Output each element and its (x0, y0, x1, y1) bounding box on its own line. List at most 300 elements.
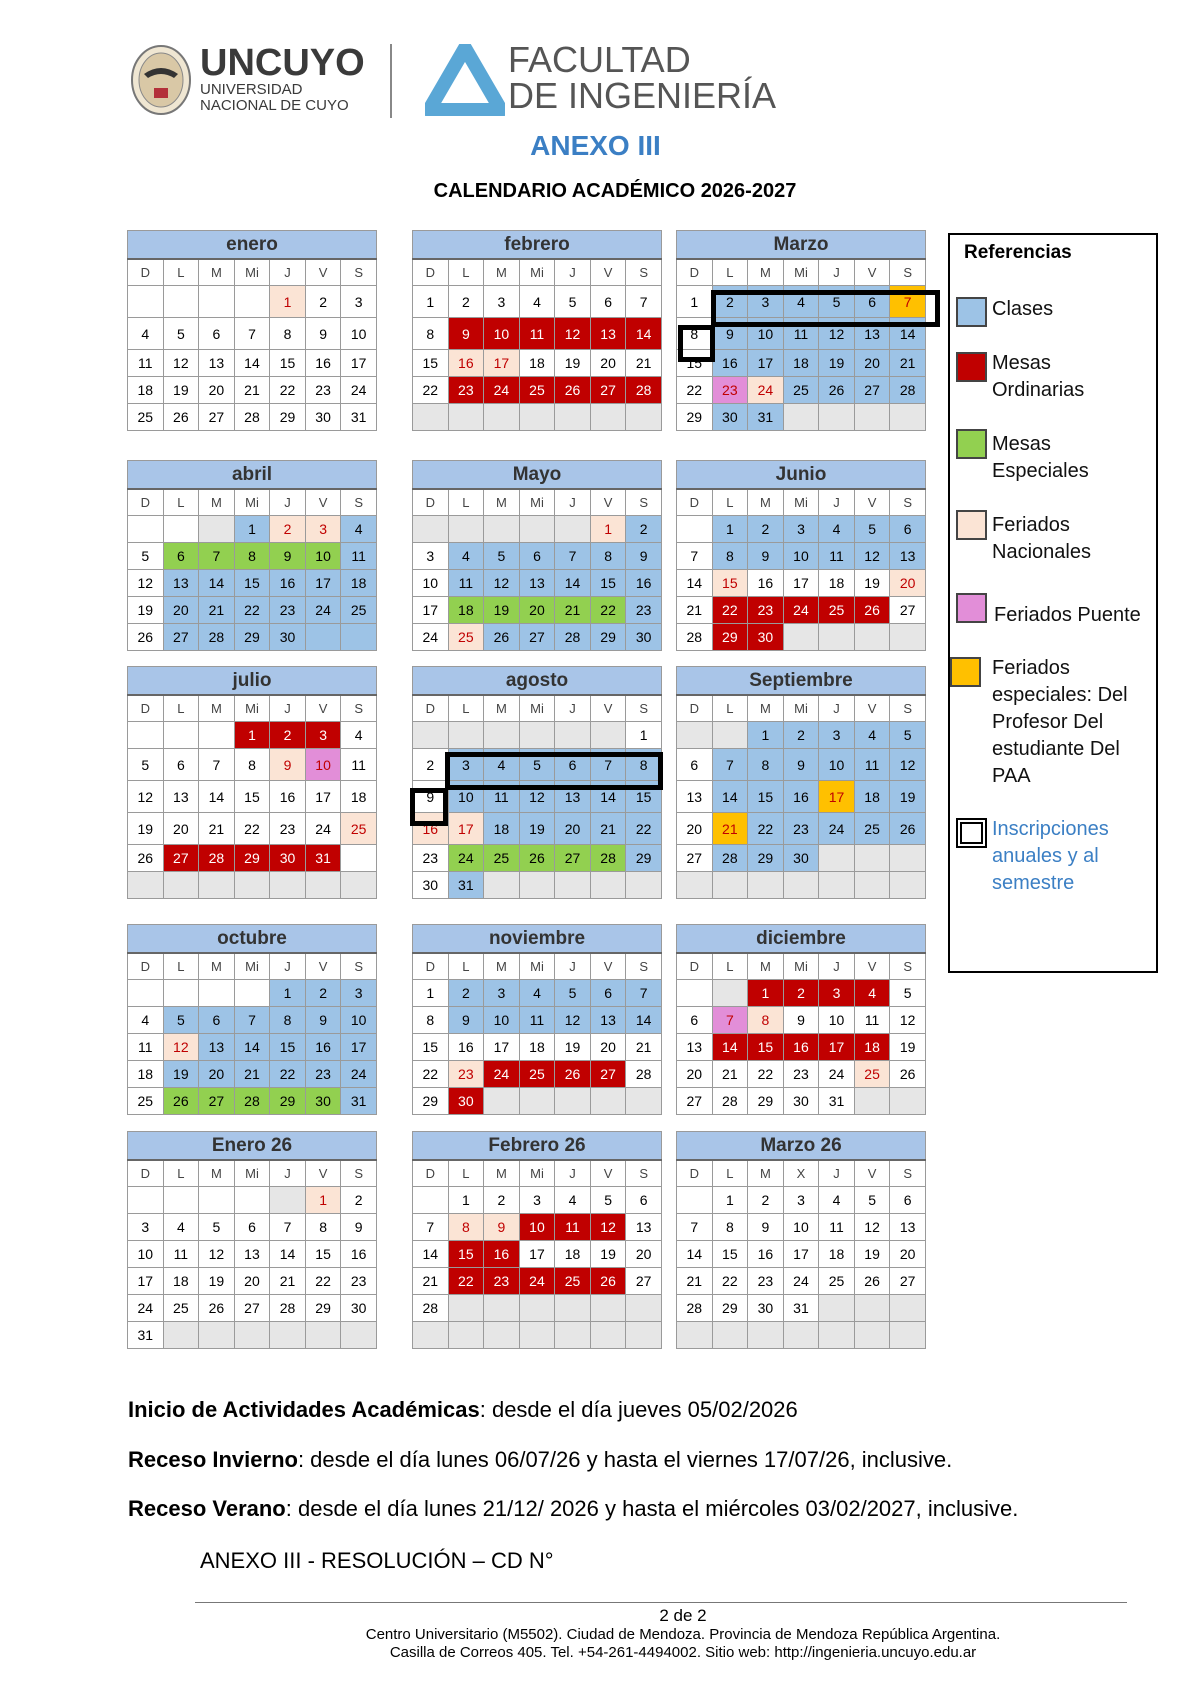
calendar-day: 11 (341, 749, 377, 781)
calendar-day: 18 (163, 1268, 199, 1295)
calendar-day: 16 (748, 570, 784, 597)
calendar-day: 21 (234, 377, 270, 404)
calendar-day (677, 872, 713, 899)
calendar-day (626, 1322, 662, 1349)
weekday-header: S (626, 695, 662, 722)
legend-label-feriados-nacionales: Feriados Nacionales (992, 514, 1091, 563)
weekday-header: M (484, 1160, 520, 1187)
calendar-day (890, 1322, 926, 1349)
calendar-day: 19 (590, 1241, 626, 1268)
calendar-day (854, 1088, 890, 1115)
weekday-header: D (677, 489, 713, 516)
weekday-header: J (555, 259, 591, 286)
uncuyo-line2: NACIONAL DE CUYO (200, 97, 349, 114)
calendar-day (163, 516, 199, 543)
calendar-day (413, 722, 449, 749)
calendar-day: 23 (413, 845, 449, 872)
month-title: febrero (413, 231, 662, 260)
note-receso-invierno (128, 1447, 952, 1473)
calendar-day: 26 (484, 624, 520, 651)
calendar-day: 14 (890, 318, 926, 350)
calendar-day: 25 (819, 1268, 855, 1295)
calendar-day: 1 (712, 1187, 748, 1214)
calendar-day: 24 (519, 1268, 555, 1295)
calendar-day: 19 (854, 1241, 890, 1268)
weekday-header: L (163, 489, 199, 516)
weekday-header: Mi (234, 489, 270, 516)
month-title: Marzo (677, 231, 926, 260)
calendar-day: 20 (677, 813, 713, 845)
calendar-day: 28 (234, 404, 270, 431)
calendar-day: 2 (448, 286, 484, 318)
weekday-header: S (890, 695, 926, 722)
calendar-day (590, 1295, 626, 1322)
calendar-day: 20 (555, 813, 591, 845)
weekday-header: Mi (783, 953, 819, 980)
weekday-header: J (819, 1160, 855, 1187)
month-table (127, 666, 377, 899)
weekday-header: J (270, 489, 306, 516)
calendar-day: 2 (783, 980, 819, 1007)
weekday-header: Mi (519, 259, 555, 286)
calendar-day: 13 (163, 781, 199, 813)
weekday-header: J (555, 953, 591, 980)
calendar-day (519, 516, 555, 543)
calendar-day: 10 (341, 318, 377, 350)
calendar-day (677, 516, 713, 543)
calendar-day (163, 1187, 199, 1214)
calendar-day: 9 (748, 543, 784, 570)
calendar-day: 9 (341, 1214, 377, 1241)
month-title: octubre (128, 925, 377, 954)
legend-swatch-mesas-ordinarias (956, 352, 987, 382)
calendar-day: 11 (128, 1034, 164, 1061)
legend-swatch-feriados-nacionales (956, 510, 987, 540)
calendar-day: 1 (305, 1187, 341, 1214)
weekday-header: L (712, 695, 748, 722)
calendar-day: 28 (712, 845, 748, 872)
note-verano-text: : desde el día lunes 21/12/ 2026 y hasta el miércoles 03/02/2027, inclusive. (285, 1496, 1019, 1521)
calendar-day: 11 (484, 781, 520, 813)
calendar-day: 4 (128, 1007, 164, 1034)
weekday-header: L (448, 953, 484, 980)
calendar-day: 14 (199, 781, 235, 813)
calendar-day: 30 (783, 1088, 819, 1115)
legend-swatch-inscripciones (956, 818, 987, 848)
calendar-day: 15 (270, 1034, 306, 1061)
calendar-day: 17 (484, 350, 520, 377)
calendar-day: 13 (199, 1034, 235, 1061)
calendar-day: 25 (519, 1061, 555, 1088)
weekday-header: D (128, 489, 164, 516)
calendar-day: 11 (854, 749, 890, 781)
calendar-day (448, 722, 484, 749)
calendar-day: 14 (270, 1241, 306, 1268)
calendar-day: 15 (234, 781, 270, 813)
weekday-header: L (163, 953, 199, 980)
calendar-day: 14 (199, 570, 235, 597)
calendar-day: 5 (890, 722, 926, 749)
calendar-day: 25 (128, 1088, 164, 1115)
calendar-day: 21 (890, 350, 926, 377)
calendar-day: 20 (590, 350, 626, 377)
calendar-day: 20 (199, 1061, 235, 1088)
calendar-day (555, 1295, 591, 1322)
calendar-day: 18 (341, 781, 377, 813)
calendar-day: 7 (234, 1007, 270, 1034)
calendar-day: 7 (199, 543, 235, 570)
calendar-day: 18 (519, 1034, 555, 1061)
calendar-day: 8 (270, 1007, 306, 1034)
calendar-day: 3 (519, 1187, 555, 1214)
calendar-day: 14 (626, 318, 662, 350)
calendar-day: 23 (748, 1268, 784, 1295)
calendar-day: 15 (748, 1034, 784, 1061)
calendar-day (341, 1322, 377, 1349)
calendar-day: 24 (484, 1061, 520, 1088)
calendar-day: 23 (305, 377, 341, 404)
calendar-day: 18 (484, 813, 520, 845)
calendar-day: 18 (128, 377, 164, 404)
calendar-day: 9 (305, 1007, 341, 1034)
calendar-day: 6 (199, 1007, 235, 1034)
calendar-day: 28 (234, 1088, 270, 1115)
calendar-day: 16 (413, 813, 449, 845)
month-table (127, 924, 377, 1115)
calendar-day: 31 (305, 845, 341, 872)
calendar-day: 5 (163, 1007, 199, 1034)
weekday-header: J (819, 259, 855, 286)
calendar-day: 3 (341, 980, 377, 1007)
calendar-day: 11 (519, 318, 555, 350)
weekday-header: S (890, 259, 926, 286)
calendar-day: 30 (783, 845, 819, 872)
calendar-day (413, 1187, 449, 1214)
calendar-day: 27 (590, 1061, 626, 1088)
calendar-day: 7 (712, 1007, 748, 1034)
calendar-day: 9 (270, 749, 306, 781)
calendar-day: 14 (234, 1034, 270, 1061)
calendar-day: 29 (712, 1295, 748, 1322)
calendar-day (748, 1322, 784, 1349)
calendar-day: 21 (555, 597, 591, 624)
calendar-day: 26 (590, 1268, 626, 1295)
calendar-day: 17 (305, 781, 341, 813)
weekday-header: D (128, 953, 164, 980)
calendar-day: 15 (448, 1241, 484, 1268)
calendar-day: 21 (677, 1268, 713, 1295)
calendar-day: 29 (413, 1088, 449, 1115)
calendar-day (484, 516, 520, 543)
weekday-header: L (712, 1160, 748, 1187)
calendar-day: 31 (819, 1088, 855, 1115)
calendar-day: 23 (712, 377, 748, 404)
calendar-day: 24 (819, 1061, 855, 1088)
calendar-day: 17 (783, 1241, 819, 1268)
calendar-day: 18 (819, 570, 855, 597)
weekday-header: D (677, 259, 713, 286)
calendar-day (519, 722, 555, 749)
calendar-day: 24 (819, 813, 855, 845)
faculty-line1: FACULTAD (508, 39, 691, 80)
calendar-day: 9 (626, 543, 662, 570)
calendar-day: 28 (555, 624, 591, 651)
calendar-day: 12 (199, 1241, 235, 1268)
calendar-day: 18 (519, 350, 555, 377)
calendar-day: 20 (626, 1241, 662, 1268)
month-table (676, 1131, 926, 1349)
uncuyo-line1: UNIVERSIDAD (200, 81, 303, 98)
calendar-day (819, 872, 855, 899)
calendar-day (413, 516, 449, 543)
calendar-day: 29 (590, 624, 626, 651)
calendar-day: 6 (555, 749, 591, 781)
weekday-header: S (626, 489, 662, 516)
calendar-day: 16 (748, 1241, 784, 1268)
calendar-day: 3 (819, 980, 855, 1007)
calendar-day: 12 (555, 318, 591, 350)
calendar-day: 19 (199, 1268, 235, 1295)
calendar-day (448, 1322, 484, 1349)
calendar-day: 27 (677, 1088, 713, 1115)
calendar-day: 9 (748, 1214, 784, 1241)
calendar-day: 21 (199, 813, 235, 845)
calendar-day: 16 (712, 350, 748, 377)
page-number: 2 de 2 (659, 1606, 707, 1625)
calendar-day: 23 (626, 597, 662, 624)
calendar-day: 1 (234, 722, 270, 749)
month-table (127, 460, 377, 651)
calendar-day: 25 (484, 845, 520, 872)
calendar-day: 22 (413, 1061, 449, 1088)
weekday-header: S (890, 1160, 926, 1187)
calendar-day: 4 (128, 318, 164, 350)
calendar-day: 16 (484, 1241, 520, 1268)
calendar-day: 14 (677, 1241, 713, 1268)
calendar-day (854, 1295, 890, 1322)
weekday-header: Mi (519, 1160, 555, 1187)
calendar-day: 23 (783, 1061, 819, 1088)
weekday-header: M (748, 695, 784, 722)
calendar-day: 6 (590, 286, 626, 318)
weekday-header: L (163, 1160, 199, 1187)
calendar-day: 25 (128, 404, 164, 431)
calendar-day: 14 (677, 570, 713, 597)
weekday-header: D (677, 695, 713, 722)
weekday-header: S (341, 489, 377, 516)
calendar-day (626, 1295, 662, 1322)
calendar-day: 5 (590, 1187, 626, 1214)
calendar-day: 12 (163, 1034, 199, 1061)
calendar-day: 16 (305, 1034, 341, 1061)
calendar-day: 20 (234, 1268, 270, 1295)
calendar-day (484, 1295, 520, 1322)
calendar-day (890, 845, 926, 872)
weekday-header: M (748, 259, 784, 286)
calendar-day: 4 (819, 516, 855, 543)
calendar-day: 22 (712, 1268, 748, 1295)
weekday-header: Mi (519, 695, 555, 722)
calendar-day: 27 (234, 1295, 270, 1322)
calendar-day: 6 (163, 543, 199, 570)
calendar-day: 17 (413, 597, 449, 624)
calendar-day: 3 (341, 286, 377, 318)
calendar-day: 10 (305, 749, 341, 781)
weekday-header: Mi (234, 953, 270, 980)
calendar-day: 18 (128, 1061, 164, 1088)
calendar-day: 30 (270, 624, 306, 651)
month-table (412, 1131, 662, 1349)
calendar-day: 14 (413, 1241, 449, 1268)
calendar-day: 20 (677, 1061, 713, 1088)
calendar-day: 16 (270, 570, 306, 597)
calendar-day (819, 1295, 855, 1322)
calendar-day: 15 (712, 1241, 748, 1268)
calendar-day (555, 404, 591, 431)
calendar-day: 2 (484, 1187, 520, 1214)
legend-label-mesas-especiales: Mesas Especiales (992, 433, 1089, 482)
calendar-day (519, 404, 555, 431)
calendar-day: 13 (555, 781, 591, 813)
calendar-day: 20 (854, 350, 890, 377)
calendar-day: 23 (305, 1061, 341, 1088)
calendar-day: 4 (163, 1214, 199, 1241)
calendar-day: 22 (305, 1268, 341, 1295)
legend-swatch-feriados-puente (956, 593, 987, 623)
calendar-day (854, 1322, 890, 1349)
calendar-day: 8 (712, 1214, 748, 1241)
month-title: noviembre (413, 925, 662, 954)
calendar-day: 13 (590, 318, 626, 350)
weekday-header: D (128, 695, 164, 722)
month-table (412, 924, 662, 1115)
calendar-day: 10 (819, 749, 855, 781)
calendar-day: 1 (413, 286, 449, 318)
calendar-day: 30 (270, 845, 306, 872)
calendar-day: 1 (270, 286, 306, 318)
calendar-day: 16 (448, 1034, 484, 1061)
weekday-header: Mi (783, 259, 819, 286)
calendar-title: CALENDARIO ACADÉMICO 2026-2027 (433, 180, 797, 202)
weekday-header: M (484, 695, 520, 722)
calendar-day: 23 (341, 1268, 377, 1295)
calendar-day (163, 286, 199, 318)
calendar-day (270, 872, 306, 899)
weekday-header: L (712, 489, 748, 516)
legend-label-feriados-especiales: Feriados especiales: Del Profesor Del estudiante Del PAA (992, 657, 1128, 787)
calendar-day: 2 (270, 516, 306, 543)
calendar-day: 7 (270, 1214, 306, 1241)
month-table (127, 1131, 377, 1349)
weekday-header: V (305, 489, 341, 516)
calendar-day: 29 (270, 404, 306, 431)
calendar-day: 29 (748, 845, 784, 872)
calendar-day: 8 (677, 318, 713, 350)
calendar-day: 1 (448, 1187, 484, 1214)
calendar-day: 23 (448, 1061, 484, 1088)
calendar-day: 16 (341, 1241, 377, 1268)
calendar-day: 2 (748, 516, 784, 543)
calendar-day (341, 872, 377, 899)
calendar-day (712, 980, 748, 1007)
weekday-header: V (590, 489, 626, 516)
calendar-day: 10 (783, 1214, 819, 1241)
calendar-day: 13 (854, 318, 890, 350)
calendar-day (128, 516, 164, 543)
calendar-day (590, 872, 626, 899)
note-invierno-text: : desde el día lunes 06/07/26 y hasta el viernes 17/07/26, inclusive. (297, 1447, 953, 1472)
calendar-day: 31 (128, 1322, 164, 1349)
weekday-header: D (413, 953, 449, 980)
calendar-day (555, 1088, 591, 1115)
calendar-day (484, 1322, 520, 1349)
calendar-day: 26 (890, 813, 926, 845)
calendar-day (626, 872, 662, 899)
calendar-day (448, 516, 484, 543)
footer-address: Centro Universitario (M5502). Ciudad de Mendoza. Provincia de Mendoza República Argentina. (365, 1626, 1001, 1643)
calendar-day: 25 (163, 1295, 199, 1322)
calendar-day: 2 (712, 286, 748, 318)
calendar-day: 29 (626, 845, 662, 872)
calendar-day: 30 (712, 404, 748, 431)
calendar-day: 15 (590, 570, 626, 597)
calendar-day: 27 (199, 1088, 235, 1115)
calendar-day (234, 872, 270, 899)
calendar-day: 17 (448, 813, 484, 845)
calendar-day: 10 (819, 1007, 855, 1034)
weekday-header: M (748, 1160, 784, 1187)
calendar-day: 8 (748, 749, 784, 781)
calendar-day: 8 (305, 1214, 341, 1241)
weekday-header: L (712, 953, 748, 980)
calendar-day: 5 (199, 1214, 235, 1241)
calendar-day: 9 (448, 1007, 484, 1034)
calendar-day: 19 (128, 813, 164, 845)
calendar-day (163, 722, 199, 749)
calendar-day (783, 872, 819, 899)
calendar-day: 30 (341, 1295, 377, 1322)
calendar-day (854, 624, 890, 651)
calendar-day: 15 (413, 350, 449, 377)
calendar-day: 24 (128, 1295, 164, 1322)
calendar-day: 24 (448, 845, 484, 872)
calendar-day: 27 (163, 624, 199, 651)
weekday-header: V (305, 259, 341, 286)
calendar-day (890, 404, 926, 431)
calendar-day (305, 872, 341, 899)
calendar-day (163, 1322, 199, 1349)
calendar-day (590, 722, 626, 749)
calendar-day: 8 (234, 543, 270, 570)
calendar-day: 16 (626, 570, 662, 597)
calendar-day: 23 (270, 813, 306, 845)
calendar-day: 1 (677, 286, 713, 318)
calendar-day: 18 (854, 1034, 890, 1061)
calendar-day: 11 (163, 1241, 199, 1268)
calendar-day: 7 (413, 1214, 449, 1241)
calendar-day: 2 (748, 1187, 784, 1214)
calendar-day: 16 (448, 350, 484, 377)
calendar-day: 17 (341, 1034, 377, 1061)
weekday-header: L (163, 695, 199, 722)
weekday-header: Mi (783, 695, 819, 722)
calendar-day: 29 (677, 404, 713, 431)
calendar-day: 26 (555, 1061, 591, 1088)
weekday-header: S (890, 489, 926, 516)
weekday-header: M (484, 953, 520, 980)
calendar-day: 12 (819, 318, 855, 350)
calendar-day: 26 (854, 1268, 890, 1295)
